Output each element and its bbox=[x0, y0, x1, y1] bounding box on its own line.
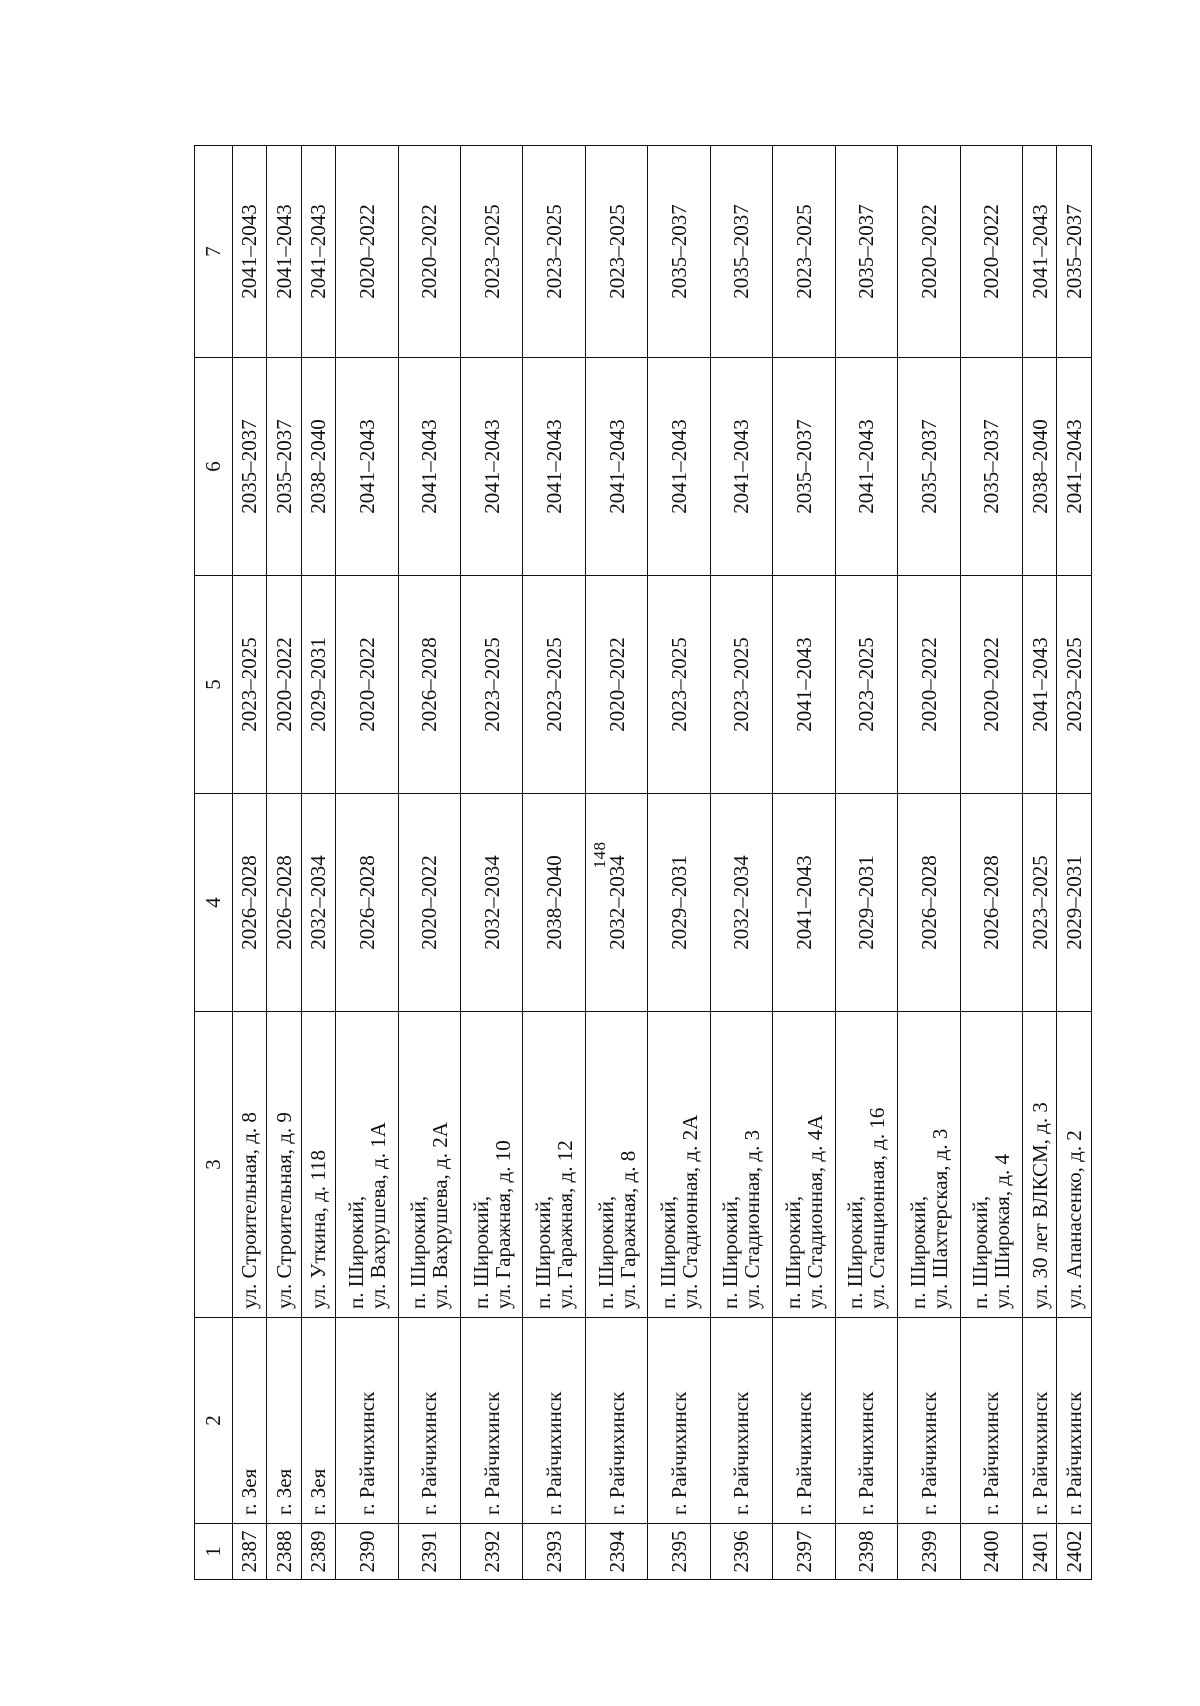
period-cell-col7: 2035–2037 bbox=[1057, 146, 1092, 358]
period-cell-col5: 2029–2031 bbox=[301, 576, 335, 794]
period-cell-col4: 2026–2028 bbox=[267, 794, 301, 1012]
table-row bbox=[267, 146, 301, 1580]
row-number-cell: 2395 bbox=[648, 1524, 710, 1580]
period-cell-col4: 2023–2025 bbox=[1023, 794, 1057, 1012]
city-cell: г. Райчихинск bbox=[648, 1318, 710, 1524]
period-cell-col5: 2020–2022 bbox=[336, 576, 398, 794]
period-cell-col4: 2029–2031 bbox=[835, 794, 897, 1012]
period-cell-col6: 2041–2043 bbox=[710, 358, 772, 576]
period-cell-col4: 2026–2028 bbox=[960, 794, 1022, 1012]
address-line: п. Широкий, bbox=[406, 1195, 431, 1309]
address-line: п. Широкий, bbox=[718, 1195, 743, 1309]
address-cell bbox=[773, 1012, 835, 1318]
period-cell-col4: 2026–2028 bbox=[898, 794, 960, 1012]
address-line: ул. Строительная, д. 9 bbox=[271, 1112, 296, 1309]
row-number-cell: 2388 bbox=[267, 1524, 301, 1580]
period-cell-col4: 2038–2040 bbox=[523, 794, 585, 1012]
row-number-cell: 2397 bbox=[773, 1524, 835, 1580]
period-cell-col4: 2032–2034 bbox=[301, 794, 335, 1012]
row-number-cell: 2398 bbox=[835, 1524, 897, 1580]
address-line: ул. Апанасенко, д. 2 bbox=[1062, 1130, 1087, 1309]
period-cell-col6: 2035–2037 bbox=[232, 358, 266, 576]
period-cell-col6: 2041–2043 bbox=[1057, 358, 1092, 576]
period-cell-col6: 2041–2043 bbox=[585, 358, 647, 576]
city-cell: г. Райчихинск bbox=[1057, 1318, 1092, 1524]
period-cell-col5: 2041–2043 bbox=[1023, 576, 1057, 794]
address-cell bbox=[835, 1012, 897, 1318]
city-cell: г. Райчихинск bbox=[398, 1318, 460, 1524]
period-cell-col5: 2020–2022 bbox=[898, 576, 960, 794]
table-row bbox=[460, 146, 522, 1580]
table-row bbox=[336, 146, 398, 1580]
period-cell-col5: 2023–2025 bbox=[1057, 576, 1092, 794]
address-line: п. Широкий, bbox=[905, 1195, 930, 1309]
address-line: п. Широкий, bbox=[843, 1195, 868, 1309]
city-cell: г. Зея bbox=[301, 1318, 335, 1524]
address-line: ул. Гаражная, д. 8 bbox=[615, 1150, 640, 1309]
address-cell bbox=[898, 1012, 960, 1318]
address-cell bbox=[232, 1012, 266, 1318]
rotated-table-frame bbox=[194, 146, 1092, 1580]
period-cell-col7: 2041–2043 bbox=[232, 146, 266, 358]
city-cell: г. Райчихинск bbox=[710, 1318, 772, 1524]
column-header: 4 bbox=[195, 794, 233, 1012]
row-number-cell: 2392 bbox=[460, 1524, 522, 1580]
city-cell: г. Райчихинск bbox=[773, 1318, 835, 1524]
period-cell-col5: 2020–2022 bbox=[267, 576, 301, 794]
table-row bbox=[523, 146, 585, 1580]
table-row bbox=[773, 146, 835, 1580]
period-cell-col4: 2026–2028 bbox=[336, 794, 398, 1012]
period-cell-col4: 2032–2034 bbox=[585, 794, 647, 1012]
city-cell: г. Райчихинск bbox=[898, 1318, 960, 1524]
row-number-cell: 2390 bbox=[336, 1524, 398, 1580]
address-cell bbox=[267, 1012, 301, 1318]
address-line: ул. Гаражная, д. 10 bbox=[490, 1140, 515, 1309]
period-cell-col6: 2041–2043 bbox=[336, 358, 398, 576]
period-cell-col7: 2035–2037 bbox=[710, 146, 772, 358]
period-cell-col6: 2041–2043 bbox=[460, 358, 522, 576]
column-header: 5 bbox=[195, 576, 233, 794]
period-cell-col4: 2020–2022 bbox=[398, 794, 460, 1012]
row-number-cell: 2399 bbox=[898, 1524, 960, 1580]
column-header: 2 bbox=[195, 1318, 233, 1524]
address-line: ул. Шахтерская, д. 3 bbox=[927, 1128, 952, 1309]
period-cell-col4: 2026–2028 bbox=[232, 794, 266, 1012]
period-cell-col6: 2041–2043 bbox=[835, 358, 897, 576]
period-cell-col5: 2023–2025 bbox=[523, 576, 585, 794]
table-row bbox=[301, 146, 335, 1580]
address-line: ул. Станционная, д. 16 bbox=[865, 1107, 890, 1309]
table-row bbox=[898, 146, 960, 1580]
period-cell-col6: 2035–2037 bbox=[773, 358, 835, 576]
city-cell: г. Райчихинск bbox=[585, 1318, 647, 1524]
table-row bbox=[710, 146, 772, 1580]
address-line: ул. Стадионная, д. 2А bbox=[678, 1114, 703, 1309]
period-cell-col6: 2035–2037 bbox=[960, 358, 1022, 576]
period-cell-col4: 2029–2031 bbox=[648, 794, 710, 1012]
city-cell: г. Райчихинск bbox=[523, 1318, 585, 1524]
address-line: п. Широкий, bbox=[655, 1195, 680, 1309]
period-cell-col6: 2035–2037 bbox=[898, 358, 960, 576]
period-cell-col6: 2035–2037 bbox=[267, 358, 301, 576]
city-cell: г. Райчихинск bbox=[460, 1318, 522, 1524]
address-line: ул. Широкая, д. 4 bbox=[990, 1153, 1015, 1309]
schedule-table bbox=[194, 145, 1092, 1580]
period-cell-col5: 2023–2025 bbox=[835, 576, 897, 794]
table-row bbox=[1057, 146, 1092, 1580]
table-row bbox=[648, 146, 710, 1580]
table-row bbox=[835, 146, 897, 1580]
address-line: ул. Строительная, д. 8 bbox=[237, 1112, 262, 1309]
address-cell bbox=[585, 1012, 647, 1318]
column-header: 1 bbox=[195, 1524, 233, 1580]
address-cell bbox=[960, 1012, 1022, 1318]
column-header: 7 bbox=[195, 146, 233, 358]
period-cell-col5: 2023–2025 bbox=[232, 576, 266, 794]
address-cell bbox=[301, 1012, 335, 1318]
period-cell-col7: 2041–2043 bbox=[301, 146, 335, 358]
period-cell-col5: 2026–2028 bbox=[398, 576, 460, 794]
period-cell-col4: 2029–2031 bbox=[1057, 794, 1092, 1012]
period-cell-col7: 2035–2037 bbox=[648, 146, 710, 358]
address-line: п. Широкий, bbox=[780, 1195, 805, 1309]
address-line: п. Широкий, bbox=[593, 1195, 618, 1309]
address-line: п. Широкий, bbox=[968, 1195, 993, 1309]
period-cell-col7: 2041–2043 bbox=[267, 146, 301, 358]
column-header: 6 bbox=[195, 358, 233, 576]
period-cell-col5: 2023–2025 bbox=[710, 576, 772, 794]
period-cell-col5: 2023–2025 bbox=[460, 576, 522, 794]
address-cell bbox=[1057, 1012, 1092, 1318]
period-cell-col7: 2041–2043 bbox=[1023, 146, 1057, 358]
period-cell-col7: 2023–2025 bbox=[460, 146, 522, 358]
row-number-cell: 2389 bbox=[301, 1524, 335, 1580]
row-number-cell: 2396 bbox=[710, 1524, 772, 1580]
city-cell: г. Зея bbox=[267, 1318, 301, 1524]
address-line: п. Широкий, bbox=[468, 1195, 493, 1309]
address-line: ул. Гаражная, д. 12 bbox=[553, 1140, 578, 1309]
address-line: ул. Уткина, д. 118 bbox=[306, 1149, 331, 1309]
address-line: ул. Стадионная, д. 4А bbox=[802, 1114, 827, 1309]
city-cell: г. Райчихинск bbox=[336, 1318, 398, 1524]
address-cell bbox=[1023, 1012, 1057, 1318]
city-cell: г. Зея bbox=[232, 1318, 266, 1524]
row-number-cell: 2401 bbox=[1023, 1524, 1057, 1580]
period-cell-col5: 2023–2025 bbox=[648, 576, 710, 794]
table-row bbox=[1023, 146, 1057, 1580]
period-cell-col7: 2020–2022 bbox=[898, 146, 960, 358]
period-cell-col6: 2038–2040 bbox=[301, 358, 335, 576]
address-line: ул. 30 лет ВЛКСМ, д. 3 bbox=[1027, 1102, 1052, 1309]
row-number-cell: 2393 bbox=[523, 1524, 585, 1580]
address-line: ул. Вахрушева, д. 1А bbox=[365, 1122, 390, 1309]
table-row bbox=[585, 146, 647, 1580]
table-row bbox=[960, 146, 1022, 1580]
period-cell-col7: 2023–2025 bbox=[773, 146, 835, 358]
row-number-cell: 2391 bbox=[398, 1524, 460, 1580]
page-number: 148 bbox=[590, 841, 609, 869]
table-row bbox=[398, 146, 460, 1580]
period-cell-col6: 2041–2043 bbox=[648, 358, 710, 576]
row-number-cell: 2394 bbox=[585, 1524, 647, 1580]
period-cell-col6: 2038–2040 bbox=[1023, 358, 1057, 576]
city-cell: г. Райчихинск bbox=[960, 1318, 1022, 1524]
row-number-cell: 2400 bbox=[960, 1524, 1022, 1580]
row-number-cell: 2387 bbox=[232, 1524, 266, 1580]
row-number-cell: 2402 bbox=[1057, 1524, 1092, 1580]
period-cell-col4: 2041–2043 bbox=[773, 794, 835, 1012]
address-line: ул. Вахрушева, д. 2А bbox=[428, 1122, 453, 1309]
period-cell-col7: 2020–2022 bbox=[398, 146, 460, 358]
period-cell-col7: 2020–2022 bbox=[336, 146, 398, 358]
period-cell-col6: 2041–2043 bbox=[398, 358, 460, 576]
address-cell bbox=[460, 1012, 522, 1318]
address-line: ул. Стадионная, д. 3 bbox=[740, 1129, 765, 1309]
period-cell-col7: 2035–2037 bbox=[835, 146, 897, 358]
period-cell-col7: 2023–2025 bbox=[523, 146, 585, 358]
period-cell-col4: 2032–2034 bbox=[460, 794, 522, 1012]
period-cell-col7: 2020–2022 bbox=[960, 146, 1022, 358]
address-cell bbox=[398, 1012, 460, 1318]
address-line: п. Широкий, bbox=[343, 1195, 368, 1309]
table-body bbox=[195, 146, 1092, 1580]
period-cell-col5: 2020–2022 bbox=[585, 576, 647, 794]
address-line: п. Широкий, bbox=[531, 1195, 556, 1309]
city-cell: г. Райчихинск bbox=[1023, 1318, 1057, 1524]
column-header: 3 bbox=[195, 1012, 233, 1318]
period-cell-col6: 2041–2043 bbox=[523, 358, 585, 576]
address-cell bbox=[523, 1012, 585, 1318]
period-cell-col5: 2041–2043 bbox=[773, 576, 835, 794]
address-cell bbox=[648, 1012, 710, 1318]
address-cell bbox=[710, 1012, 772, 1318]
address-cell bbox=[336, 1012, 398, 1318]
period-cell-col7: 2023–2025 bbox=[585, 146, 647, 358]
period-cell-col5: 2020–2022 bbox=[960, 576, 1022, 794]
period-cell-col4: 2032–2034 bbox=[710, 794, 772, 1012]
table-container bbox=[194, 146, 1092, 1580]
city-cell: г. Райчихинск bbox=[835, 1318, 897, 1524]
table-header-row bbox=[195, 146, 233, 1580]
table-row bbox=[232, 146, 266, 1580]
